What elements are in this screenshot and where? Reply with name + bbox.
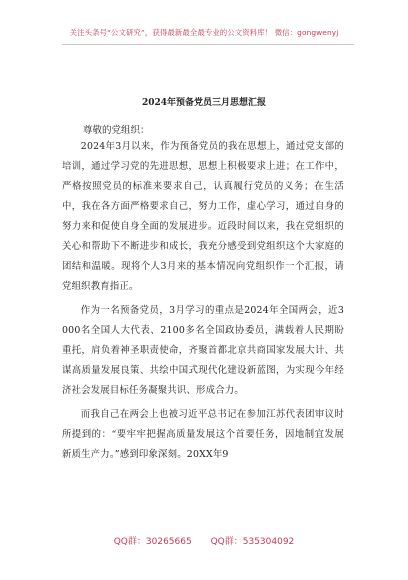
paragraph: 2024年3月以来，作为预备党员的我在思想上，通过党支部的培训，通过学习党的先进思想，思想上积极要求上进；在工作中，严格按照党员的标准来要求自己，认真履行党员的义务；在生活中，我在各方面严格要求自己，努力工作，虚心学习，通过自身的努力来和促使自身全面的发展进步。近段时间以来，我在党组织的关心和帮助下不断进步和成长，我充分感受到党组织这个大家庭的团结和温暖。现将个人3月来的基本情况向党组织作一个汇报，请党组织教育指正。 <box>62 141 344 292</box>
footer-qq-group-2: QQ群：535304092 <box>210 537 295 547</box>
paragraph: 而我自己在两会上也被习近平总书记在参加江苏代表团审议时所提到的：“要牢牢把握高质量发展这个首要任务，因地制宜发展新质生产力。”感到印象深刻。20XX年9 <box>62 409 344 460</box>
footer-qq-group-1: QQ群：30265665 <box>113 537 192 547</box>
document-body <box>62 137 344 469</box>
salutation: 尊敬的党组织： <box>83 125 150 136</box>
paragraph: 作为一名预备党员，3月学习的重点是2024年全国两会，近3000名全国人大代表、2100多名全国政协委员，满载着人民期盼重托，肩负着神圣职责使命，齐聚首都北京共商国家发展大计、共谋高质量发展良策、共绘中国式现代化建设新蓝图，为实现今年经济社会发展目标任务凝聚共识、形成合力。 <box>62 305 344 396</box>
document-title: 2024年预备党员三月思想汇报 <box>141 98 267 108</box>
footer <box>0 534 408 547</box>
header-divider <box>62 44 354 45</box>
header-banner: 关注头条号“公文研究”，获得最新最全最专业的公文资料库！ 微信：gongwenyj <box>69 28 339 37</box>
